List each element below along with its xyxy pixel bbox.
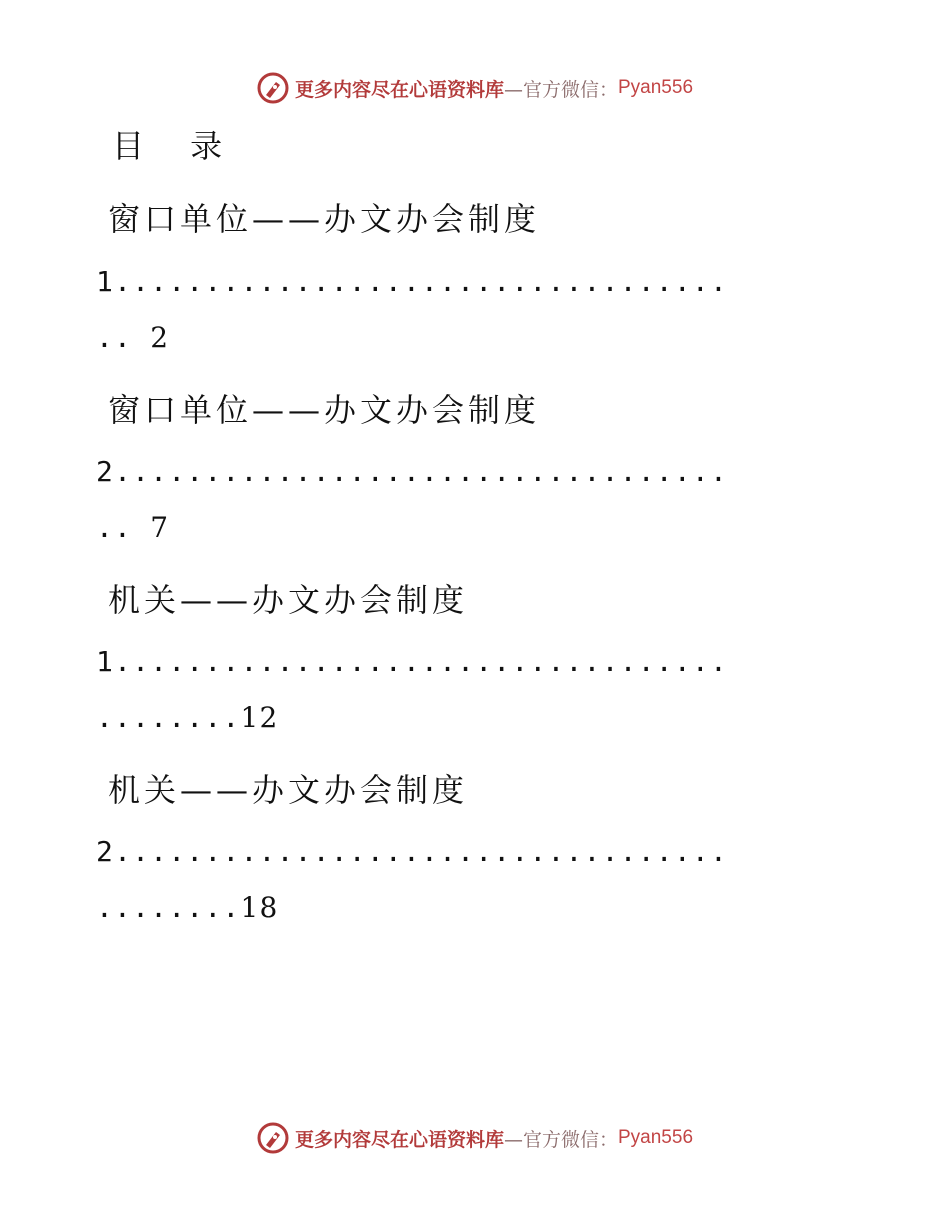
toc-entry-number-line	[96, 832, 846, 872]
toc-entry-page-line	[96, 888, 279, 928]
toc-entry-leader-dots-cont: ..	[96, 321, 151, 354]
toc-entry-page-number: 12	[240, 701, 279, 734]
toc-entry-number-line	[96, 262, 846, 302]
toc-entry-number-line	[96, 452, 846, 492]
pen-nib-logo-icon	[257, 1122, 289, 1154]
toc-entry-leader-dots-cont: ........	[96, 701, 241, 734]
toc-entry-heading: 窗口单位——办文办会制度	[108, 200, 541, 238]
toc-entry-heading: 机关——办文办会制度	[108, 581, 469, 619]
toc-entry-number: 2	[96, 455, 115, 488]
watermark-sub-text: —官方微信：	[503, 78, 618, 101]
toc-entry-page-line	[96, 318, 169, 358]
toc-entry-leader-dots-cont: ........	[96, 891, 241, 924]
toc-entry-number: 1	[96, 265, 115, 298]
toc-entry-number: 2	[96, 835, 115, 868]
watermark-sub-text: —官方微信：	[503, 1128, 618, 1151]
watermark-wechat-id: Pyan556	[618, 77, 694, 98]
toc-entry-page-number: 18	[240, 891, 279, 924]
toc-entry-leader-dots-cont: ..	[96, 511, 151, 544]
toc-entry-page-line	[96, 698, 279, 738]
toc-entry-number: 1	[96, 645, 115, 678]
watermark-main-text: 更多内容尽在心语资料库	[294, 78, 504, 101]
footer-watermark	[0, 1122, 950, 1154]
toc-entry-page-number: 7	[150, 511, 170, 544]
pen-nib-logo-icon	[257, 72, 289, 104]
toc-entry-leader-dots: ..................................	[114, 455, 729, 488]
toc-entry-heading: 窗口单位——办文办会制度	[108, 391, 541, 429]
toc-entry-leader-dots: ..................................	[114, 265, 729, 298]
watermark-main-text: 更多内容尽在心语资料库	[294, 1128, 504, 1151]
header-watermark	[0, 72, 950, 104]
watermark-wechat-id: Pyan556	[618, 1127, 694, 1148]
toc-entry-leader-dots: ..................................	[114, 835, 729, 868]
toc-entry-number-line	[96, 642, 846, 682]
toc-entry-page-line	[96, 508, 169, 548]
toc-entry-heading: 机关——办文办会制度	[108, 771, 469, 809]
toc-entry-page-number: 2	[150, 321, 170, 354]
toc-title: 目 录	[112, 127, 241, 165]
toc-entry-leader-dots: ..................................	[114, 645, 729, 678]
